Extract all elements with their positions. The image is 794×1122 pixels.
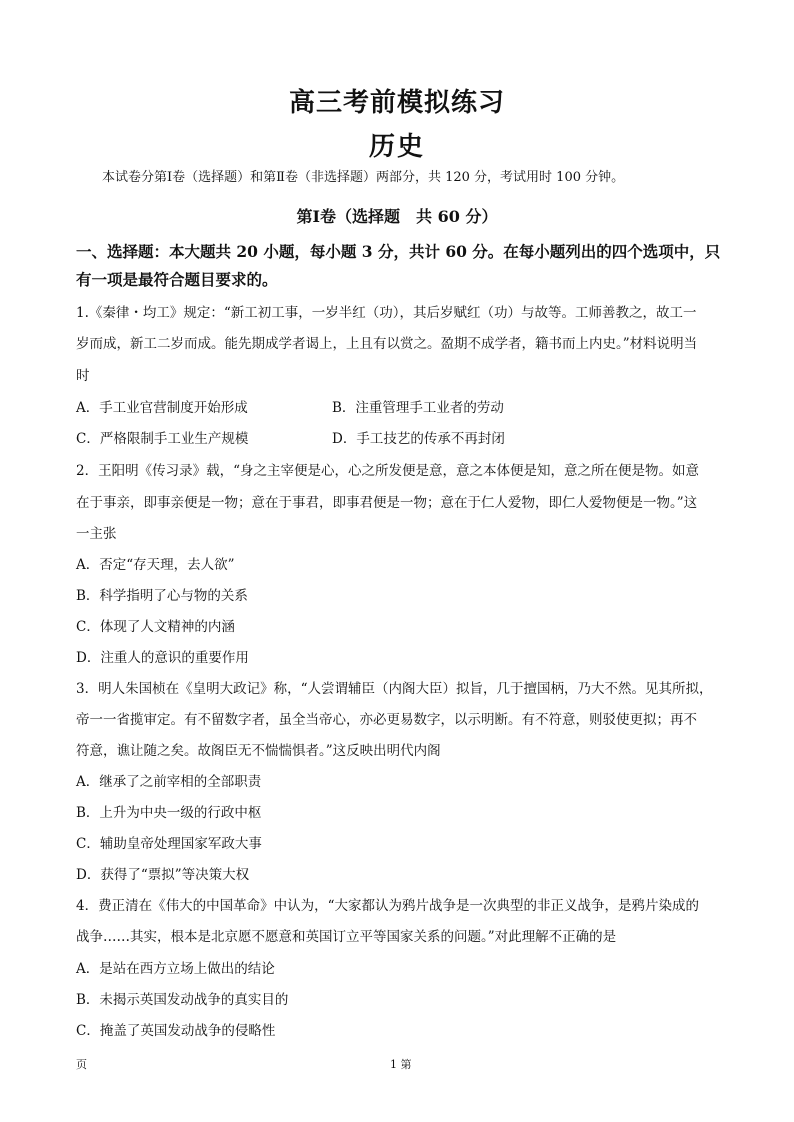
question-1-text: 时 [76,368,90,384]
section-title: 第Ⅰ卷（选择题 共 60 分） [296,207,498,226]
question-1-text: 岁而成，新工二岁而成。能先期成学者谒上，上且有以赏之。盈期不成学者，籍书而上内史。”材料说明当 [76,336,698,352]
question-2-option-d: D．注重人的意识的重要作用 [76,650,249,666]
question-4-option-a: A．是站在西方立场上做出的结论 [76,961,275,977]
question-3-option-c: C．辅助皇帝处理国家军政大事 [76,836,262,852]
page-title: 高三考前模拟练习 [288,88,505,118]
question-3-text: 3．明人朱国桢在《皇明大政记》称，“人尝谓辅臣（内阁大臣）拟旨，几于擅国柄，乃大不然。见其所拟， [76,681,713,697]
question-1-option-a: A．手工业官营制度开始形成 [76,400,248,416]
question-2-text: 在于事亲，即事亲便是一物；意在于事君，即事君便是一物；意在于仁人爱物，即仁人爱物便是一物。”这 [76,495,698,511]
question-4-text: 战争……其实，根本是北京愿不愿意和英国订立平等国家关系的问题。”对此理解不正确的是 [76,929,617,945]
question-2-text: 一主张 [76,526,117,542]
question-1-option-d: D．手工技艺的传承不再封闭 [332,431,505,447]
question-3-option-d: D．获得了“票拟”等决策大权 [76,867,250,883]
footer-left: 页 [76,1058,87,1071]
question-2-option-a: A．否定“存天理，去人欲” [76,557,235,573]
section-instruction: 一、选择题：本大题共 20 小题，每小题 3 分，共计 60 分。在每小题列出的四个选项中，只 [76,242,721,261]
question-3-text: 符意，谯让随之矣。故阁臣无不惴惴惧者。”这反映出明代内阁 [76,743,441,759]
question-4-option-b: B．未揭示英国发动战争的真实目的 [76,992,289,1008]
question-1-option-b: B．注重管理手工业者的劳动 [332,400,504,416]
section-instruction: 有一项是最符合题目要求的。 [76,270,278,289]
subject-title: 历史 [368,132,425,162]
question-4-option-c: C．掩盖了英国发动战争的侵略性 [76,1023,276,1039]
footer-page-number: 1 第 [390,1058,412,1071]
question-3-option-a: A．继承了之前宰相的全部职责 [76,774,262,790]
exam-intro: 本试卷分第Ⅰ卷（选择题）和第Ⅱ卷（非选择题）两部分，共 120 分，考试用时 100 分钟。 [102,170,625,185]
question-1-option-c: C．严格限制手工业生产规模 [76,431,249,447]
question-2-option-c: C．体现了人文精神的内涵 [76,619,235,635]
question-1-text: 1.《秦律・均工》规定：“新工初工事，一岁半红（功），其后岁赋红（功）与故等。工师善教之，故工一 [76,305,697,321]
question-3-option-b: B．上升为中央一级的行政中枢 [76,805,262,821]
question-2-option-b: B．科学指明了心与物的关系 [76,588,248,604]
question-4-text: 4．费正清在《伟大的中国革命》中认为，“大家都认为鸦片战争是一次典型的非正义战争，是鸦片染成的 [76,898,699,914]
question-3-text: 帝一一省揽审定。有不留数字者，虽全当帝心，亦必更易数字，以示明断。有不符意，则驳使更拟；再不 [76,712,697,728]
question-2-text: 2．王阳明《传习录》载，“身之主宰便是心，心之所发便是意，意之本体便是知，意之所在便是物。如意 [76,463,699,479]
